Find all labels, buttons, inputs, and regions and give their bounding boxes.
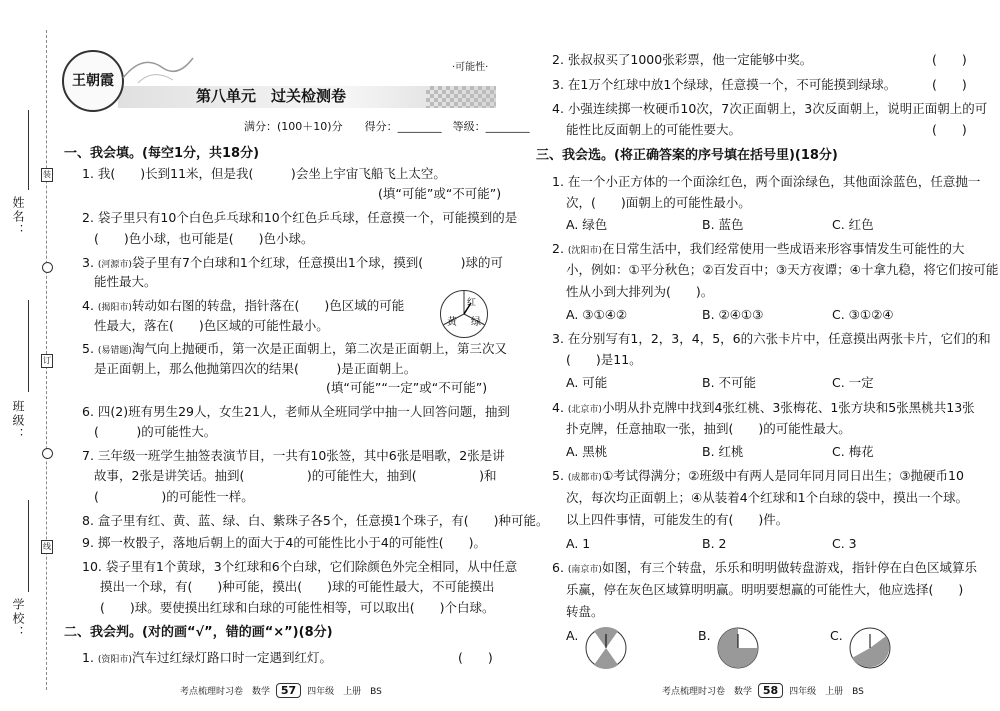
choice-6-line1: 6. (南京市)如图，有三个转盘，乐乐和明明做转盘游戏，指针停在白色区域算乐 [552,560,977,575]
judge-1-answer: ( ) [458,650,493,665]
choice-5-line2: 次，每次均正面朝上；④从装着4个红球和1个白球的袋中，摸出一个球。 [566,490,969,505]
section-1-title: 一、我会填。(每空1分，共18分) [64,146,260,161]
question-4-line1: 4. (揭阳市)转动如右图的转盘，指针落在( )色区域的可能 [82,298,405,313]
page-title: 第八单元 过关检测卷 [196,87,347,105]
school-label: 学校： [11,598,25,640]
source-tag: (南京市) [567,565,602,575]
question-7-line2: 故事，2张是讲笑话。抽到( )的可能性大，抽到( )和 [94,468,497,483]
question-5-hint: (填“可能”“一定”或“不可能”) [326,380,488,395]
source-tag: (易错题) [97,346,132,356]
spinner-b-icon [716,626,760,670]
choice-3-option-b: B. 不可能 [702,375,757,390]
choice-2-option-b: B. ②④①③ [702,307,764,322]
choice-1-option-c: C. 红色 [832,217,874,232]
judge-4-line2: 能性比反面朝上的可能性要大。 [566,122,742,137]
choice-6-line2: 乐赢，停在灰色区域算明明赢。明明要想赢的可能性大，他应选择( ) [566,582,964,597]
question-10-line3: ( )球。要使摸出红球和白球的可能性相等，可以取出( )个白球。 [100,600,495,615]
page-number: 57 [276,683,301,698]
score-line: 满分：(100＋10)分 得分：________ 等级：________ [244,120,530,133]
choice-4-option-a: A. 黑桃 [566,444,608,459]
choice-3-option-c: C. 一定 [832,375,874,390]
question-6-line1: 6. 四(2)班有男生29人，女生21人，老师从全班同学中抽一人回答问题，抽到 [82,404,510,419]
question-4-line2: 性最大，落在( )色区域的可能性最小。 [94,318,329,333]
choice-1-line1: 1. 在一个小正方体的一个面涂红色，两个面涂绿色，其他面涂蓝色，任意抛一 [552,174,981,189]
choice-6-option-a: A. [566,628,579,643]
choice-4-line1: 4. (北京市)小明从扑克牌中找到4张红桃、3张梅花、1张方块和5张黑桃共13张 [552,400,975,415]
checker-decoration [426,86,496,108]
choice-6-line3: 转盘。 [566,604,604,619]
name-label: 姓名： [11,196,25,238]
question-1: 1. 我( )长到11米，但是我( )会坐上宇宙飞船飞上太空。 [82,166,446,181]
choice-6-option-c: C. [830,628,843,643]
question-9: 9. 掷一枚骰子，落地后朝上的面大于4的可能性比小于4的可能性( )。 [82,535,487,550]
judge-3: 3. 在1万个红球中放1个绿球，任意摸一个，不可能摸到绿球。 [552,77,897,92]
name-blank [28,110,29,190]
spinner-label-yellow: 黄 [447,317,457,328]
choice-2-line1: 2. (沈阳市)在日常生活中，我们经常使用一些成语来形容事情发生可能性的大 [552,241,965,256]
question-10-line1: 10. 袋子里有1个黄球，3个红球和6个白球，它们除颜色外完全相同，从中任意 [82,559,518,574]
spinner-label-green: 绿 [471,317,481,328]
question-6-line2: ( )的可能性大。 [94,424,217,439]
question-8: 8. 盒子里有红、黄、蓝、绿、白、紫珠子各5个，任意摸1个珠子，有( )种可能。 [82,513,549,528]
source-tag: (河源市) [97,260,132,270]
spinner-label-red: 红 [467,298,477,308]
choice-2-option-c: C. ③①②④ [832,307,894,322]
section-3-title: 三、我会选。(将正确答案的序号填在括号里)(18分) [536,148,838,163]
section-2-title: 二、我会判。(对的画“√”，错的画“×”)(8分) [64,625,333,640]
binding-hole [42,448,53,459]
question-7-line1: 7. 三年级一班学生抽签表演节目，一共有10张签，其中6张是唱歌，2张是讲 [82,448,505,463]
judge-2: 2. 张叔叔买了1000张彩票，他一定能够中奖。 [552,52,813,67]
choice-2-line2: 小，例如：①平分秋色；②百发百中；③天方夜谭；④十拿九稳，将它们按可能 [566,262,999,277]
logo-text: 王朝霞 [72,73,114,89]
topic-tag: ·可能性· [452,62,489,73]
choice-5-line3: 以上四件事情，可能发生的有( )件。 [566,512,789,527]
choice-5-option-b: B. 2 [702,536,727,551]
choice-6-option-b: B. [698,628,711,643]
choice-4-line2: 扑克牌，任意抽取一张，抽到( )的可能性最大。 [566,421,851,436]
question-7-line3: ( )的可能性一样。 [94,489,254,504]
choice-3-option-a: A. 可能 [566,375,608,390]
choice-1-option-b: B. 蓝色 [702,217,744,232]
source-tag: (资阳市) [97,655,132,665]
judge-3-answer: ( ) [932,77,967,92]
right-footer: 考点梳理时习卷 数学 58 四年级 上册 BS [662,684,864,697]
question-5-line1: 5. (易错题)淘气向上抛硬币，第一次是正面朝上，第二次是正面朝上，第三次又 [82,341,507,356]
question-1-hint: (填“可能”或“不可能”) [378,186,502,201]
judge-1: 1. (资阳市)汽车过红绿灯路口时一定遇到红灯。 [82,650,332,665]
question-3-line2: 能性最大。 [94,274,157,289]
question-5-line2: 是正面朝上，那么他抛第四次的结果( )是正面朝上。 [94,361,417,376]
spinner-c-icon [848,626,892,670]
choice-5-option-a: A. 1 [566,536,591,551]
judge-4-line1: 4. 小强连续掷一枚硬币10次，7次正面朝上，3次反面朝上，说明正面朝上的可 [552,101,988,116]
choice-1-line2: 次，( )面朝上的可能性最小。 [566,195,751,210]
school-blank [28,500,29,592]
choice-5-option-c: C. 3 [832,536,857,551]
question-2-line2: ( )色小球，也可能是( )色小球。 [94,231,314,246]
choice-3-line2: ( )是11。 [566,352,642,367]
binding-hole [42,262,53,273]
right-page [512,0,1000,711]
brand-logo [62,50,124,112]
spinner-a-icon [584,626,628,670]
choice-5-line1: 5. (成都市)①考试得满分；②班级中有两人是同年同月同日出生；③抛硬币10 [552,468,964,483]
left-footer: 考点梳理时习卷 数学 57 四年级 上册 BS [180,684,382,697]
choice-4-option-b: B. 红桃 [702,444,744,459]
ribbon-icon [118,48,198,88]
binding-box: 装 [41,168,53,182]
choice-3-line1: 3. 在分别写有1，2，3，4，5，6的六张卡片中，任意摸出两张卡片，它们的和 [552,331,991,346]
source-tag: (揭阳市) [97,303,132,313]
source-tag: (北京市) [567,405,602,415]
choice-4-option-c: C. 梅花 [832,444,874,459]
question-2-line1: 2. 袋子里只有10个白色乒乓球和10个红色乒乓球，任意摸一个，可能摸到的是 [82,210,518,225]
judge-4-answer: ( ) [932,122,967,137]
source-tag: (沈阳市) [567,246,602,256]
choice-1-option-a: A. 绿色 [566,217,608,232]
binding-box: 订 [41,354,53,368]
choice-2-option-a: A. ③①④② [566,307,628,322]
class-label: 班级： [11,400,25,442]
spinner-diagram [440,290,488,338]
page-number: 58 [758,683,783,698]
source-tag: (成都市) [567,473,602,483]
question-10-line2: 摸出一个球，有( )种可能，摸出( )球的可能性最大，不可能摸出 [100,579,495,594]
binding-box: 线 [41,540,53,554]
choice-2-line3: 性从小到大排列为( )。 [566,284,714,299]
judge-2-answer: ( ) [932,52,967,67]
class-blank [28,300,29,392]
question-3-line1: 3. (河源市)袋子里有7个白球和1个红球，任意摸出1个球，摸到( )球的可 [82,255,504,270]
